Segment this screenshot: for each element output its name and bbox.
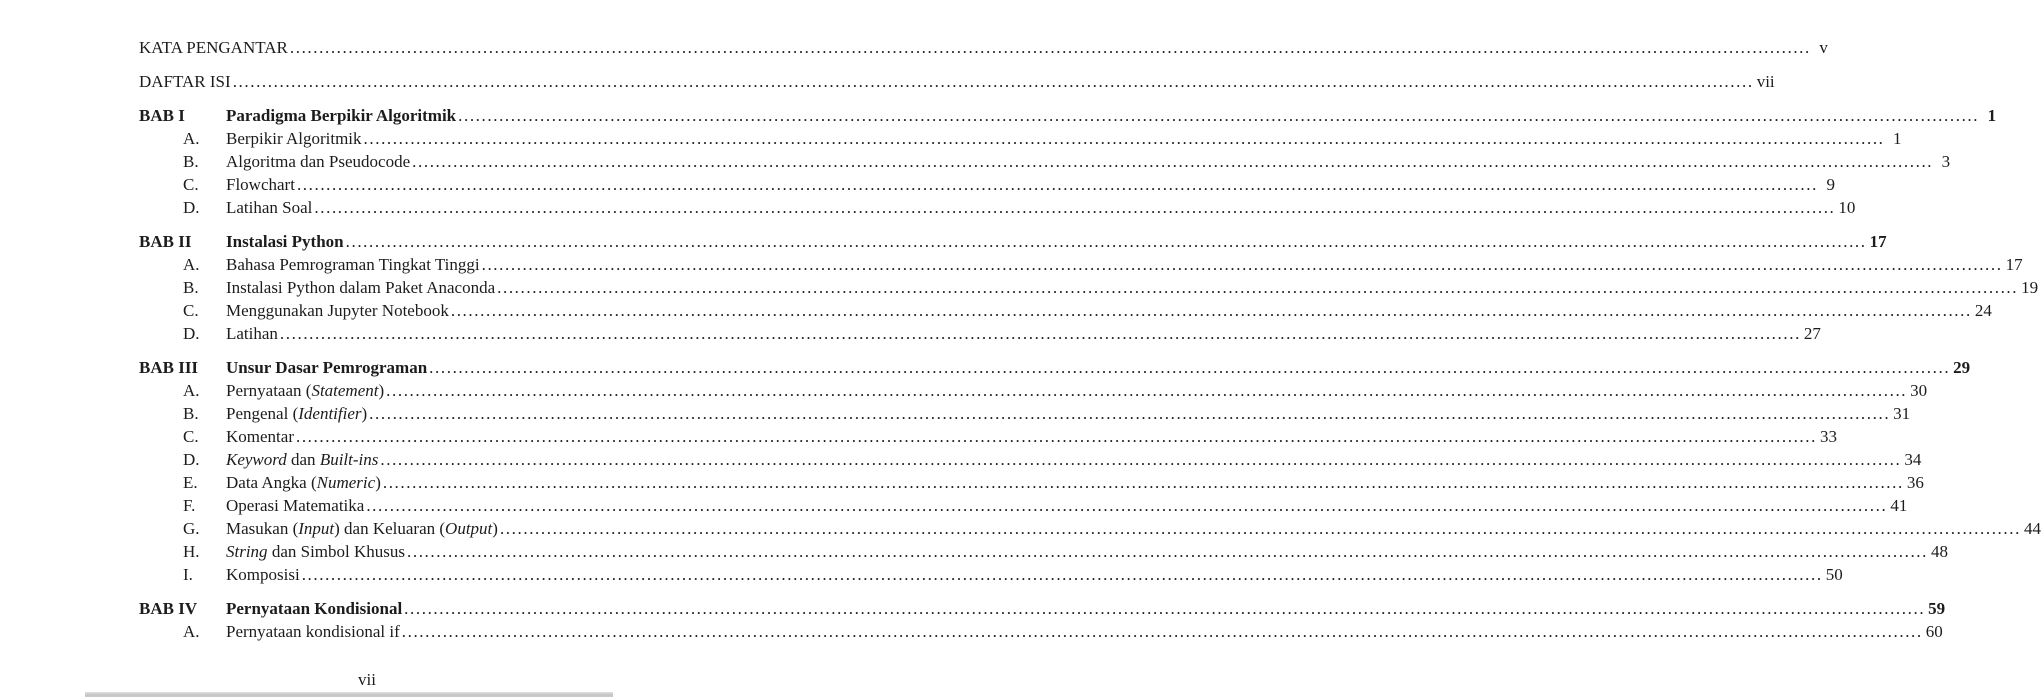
plain-text: Instalasi Python dalam Paket Anaconda: [226, 278, 496, 297]
toc-item-row: [139, 196, 1856, 219]
entry-page-number: 31: [1893, 404, 1911, 423]
plain-text: Pernyataan (: [226, 381, 312, 400]
chapter-title: Paradigma Berpikir Algoritmik: [226, 106, 457, 125]
plain-text: dan: [286, 450, 320, 469]
entry-page-number: 50: [1825, 565, 1843, 584]
chapter-label: BAB III: [139, 358, 199, 377]
toc-chapter: [139, 230, 2039, 345]
italic-text: Keyword: [226, 450, 287, 469]
footer-page-number: vii: [358, 670, 376, 689]
item-title: [226, 322, 278, 345]
dot-leader: ....................................................................................................................................................................................................................................................................: [295, 427, 1817, 446]
plain-text: Pengenal (: [226, 404, 299, 423]
dot-leader: ....................................................................................................................................................................................................................................................................: [497, 278, 2019, 297]
dot-leader: ....................................................................................................................................................................................................................................................................: [296, 175, 1818, 194]
dot-leader: ....................................................................................................................................................................................................................................................................: [380, 450, 1902, 469]
plain-text: Komposisi: [226, 565, 300, 584]
item-letter: C.: [183, 301, 199, 320]
table-of-contents: [139, 36, 2041, 643]
item-title: [226, 425, 294, 448]
toc-chapter: [139, 597, 1946, 643]
plain-text: Latihan: [226, 324, 278, 343]
item-title: [226, 402, 367, 425]
item-title: [226, 517, 498, 540]
item-letter: B.: [183, 404, 199, 423]
entry-page-number: 44: [2023, 519, 2041, 538]
item-title: [226, 494, 364, 517]
chapter-heading-row: [139, 356, 1971, 379]
toc-item-row: [139, 494, 1908, 517]
chapter-title: Pernyataan Kondisional: [226, 599, 403, 618]
italic-text: Output: [445, 519, 493, 538]
toc-item-row: [139, 322, 1821, 345]
dot-leader: ....................................................................................................................................................................................................................................................................: [407, 542, 1928, 561]
entry-page-number: 1: [1893, 129, 1902, 148]
item-letter: H.: [183, 542, 200, 561]
italic-text: Input: [298, 519, 335, 538]
front-entry-label: DAFTAR ISI: [139, 72, 231, 91]
dot-leader: ....................................................................................................................................................................................................................................................................: [366, 496, 1888, 515]
plain-text: Menggunakan Jupyter Notebook: [226, 301, 449, 320]
toc-item-row: [139, 253, 2023, 276]
toc-front-entry: [139, 36, 1828, 59]
toc-item-row: [139, 425, 1837, 448]
dot-leader: ....................................................................................................................................................................................................................................................................: [363, 129, 1885, 148]
item-title: [226, 173, 295, 196]
entry-page-number: 29: [1953, 358, 1971, 377]
italic-text: Built-ins: [319, 450, 379, 469]
item-letter: B.: [183, 278, 199, 297]
plain-text: Latihan Soal: [226, 198, 313, 217]
item-title: [226, 563, 300, 586]
item-letter: A.: [183, 622, 200, 641]
toc-item-row: [139, 540, 1948, 563]
entry-page-number: 59: [1928, 599, 1946, 618]
plain-text: ): [492, 519, 498, 538]
entry-page-number: 30: [1910, 381, 1928, 400]
item-title: [226, 379, 384, 402]
plain-text: Algoritma dan Pseudocode: [226, 152, 411, 171]
toc-item-row: [139, 563, 1843, 586]
plain-text: Data Angka (: [226, 473, 317, 492]
plain-text: Masukan (: [226, 519, 299, 538]
toc-chapter: [139, 356, 2041, 586]
chapter-heading-row: [139, 597, 1946, 620]
plain-text: ): [361, 404, 368, 423]
dot-leader: ....................................................................................................................................................................................................................................................................: [289, 38, 1811, 57]
dot-leader: ....................................................................................................................................................................................................................................................................: [386, 381, 1908, 400]
item-letter: I.: [183, 565, 193, 584]
chapter-heading-row: [139, 230, 1887, 253]
entry-page-number: 19: [2021, 278, 2039, 297]
dot-leader: ....................................................................................................................................................................................................................................................................: [301, 565, 1823, 584]
chapter-heading-row: [139, 104, 1997, 127]
plain-text: Operasi Matematika: [226, 496, 365, 515]
toc-item-row: [139, 299, 1992, 322]
entry-page-number: 24: [1974, 301, 1992, 320]
item-letter: D.: [183, 324, 200, 343]
entry-page-number: 36: [1906, 473, 1924, 492]
plain-text: Berpikir Algoritmik: [226, 129, 362, 148]
toc-item-row: [139, 173, 1835, 196]
item-title: [226, 540, 405, 563]
dot-leader: ....................................................................................................................................................................................................................................................................: [232, 72, 1754, 91]
chapter-title: Unsur Dasar Pemrograman: [226, 358, 428, 377]
item-letter: A.: [183, 255, 200, 274]
entry-page-number: 3: [1941, 152, 1951, 171]
item-title: [226, 150, 410, 173]
italic-text: String: [226, 542, 268, 561]
entry-page-number: 9: [1826, 175, 1835, 194]
toc-item-row: [139, 402, 1911, 425]
toc-item-row: [139, 379, 1928, 402]
item-title: [226, 299, 449, 322]
item-letter: B.: [183, 152, 199, 171]
dot-leader: ....................................................................................................................................................................................................................................................................: [499, 519, 2021, 538]
plain-text: Flowchart: [226, 175, 295, 194]
plain-text: Komentar: [226, 427, 294, 446]
chapter-title: Instalasi Python: [226, 232, 344, 251]
italic-text: Identifier: [298, 404, 362, 423]
dot-leader: ....................................................................................................................................................................................................................................................................: [345, 232, 1867, 251]
toc-item-row: [139, 127, 1902, 150]
entry-page-number: 10: [1838, 198, 1856, 217]
toc-item-row: [139, 150, 1951, 173]
item-title: [226, 253, 480, 276]
item-letter: D.: [183, 198, 200, 217]
item-letter: E.: [183, 473, 198, 492]
entry-page-number: vii: [1756, 72, 1775, 91]
item-letter: A.: [183, 381, 200, 400]
entry-page-number: 1: [1987, 106, 1997, 125]
dot-leader: ....................................................................................................................................................................................................................................................................: [450, 301, 1972, 320]
dot-leader: ....................................................................................................................................................................................................................................................................: [314, 198, 1836, 217]
chapter-label: BAB II: [139, 232, 192, 251]
dot-leader: ....................................................................................................................................................................................................................................................................: [382, 473, 1904, 492]
dot-leader: ....................................................................................................................................................................................................................................................................: [429, 358, 1951, 377]
item-letter: C.: [183, 427, 199, 446]
item-letter: C.: [183, 175, 199, 194]
plain-text: Bahasa Pemrograman Tingkat Tinggi: [226, 255, 480, 274]
item-title: [226, 127, 362, 150]
plain-text: ) dan Keluaran (: [334, 519, 446, 538]
toc-chapter: [139, 104, 1997, 219]
toc-item-row: [139, 276, 2039, 299]
dot-leader: ....................................................................................................................................................................................................................................................................: [279, 324, 1801, 343]
dot-leader: ....................................................................................................................................................................................................................................................................: [401, 622, 1923, 641]
dot-leader: ....................................................................................................................................................................................................................................................................: [404, 599, 1926, 618]
item-letter: G.: [183, 519, 200, 538]
entry-page-number: 17: [2005, 255, 2023, 274]
dot-leader: ....................................................................................................................................................................................................................................................................: [412, 152, 1934, 171]
photo-bottom-edge-line: [85, 692, 613, 697]
toc-item-row: [139, 517, 2041, 540]
entry-page-number: 33: [1819, 427, 1837, 446]
item-title: [226, 276, 495, 299]
entry-page-number: v: [1819, 38, 1828, 57]
chapter-label: BAB I: [139, 106, 185, 125]
item-title: [226, 620, 400, 643]
chapter-label: BAB IV: [139, 599, 198, 618]
plain-text: dan Simbol Khusus: [267, 542, 405, 561]
toc-item-row: [139, 448, 1922, 471]
plain-text: ): [378, 381, 385, 400]
italic-text: Statement: [311, 381, 379, 400]
entry-page-number: 17: [1869, 232, 1887, 251]
toc-item-row: [139, 620, 1943, 643]
item-title: [226, 196, 312, 219]
item-letter: F.: [183, 496, 196, 515]
toc-item-row: [139, 471, 1924, 494]
item-letter: D.: [183, 450, 200, 469]
entry-page-number: 48: [1931, 542, 1948, 561]
entry-page-number: 41: [1890, 496, 1908, 515]
entry-page-number: 34: [1904, 450, 1922, 469]
plain-text: ): [375, 473, 381, 492]
front-entry-label: KATA PENGANTAR: [139, 38, 288, 57]
item-title: [226, 471, 381, 494]
entry-page-number: 60: [1925, 622, 1943, 641]
plain-text: Pernyataan kondisional if: [226, 622, 400, 641]
dot-leader: ....................................................................................................................................................................................................................................................................: [369, 404, 1891, 423]
dot-leader: ....................................................................................................................................................................................................................................................................: [481, 255, 2003, 274]
toc-front-entry: [139, 70, 1775, 93]
entry-page-number: 27: [1803, 324, 1821, 343]
dot-leader: ....................................................................................................................................................................................................................................................................: [458, 106, 1980, 125]
italic-text: Numeric: [316, 473, 376, 492]
item-letter: A.: [183, 129, 200, 148]
item-title: [226, 448, 378, 471]
